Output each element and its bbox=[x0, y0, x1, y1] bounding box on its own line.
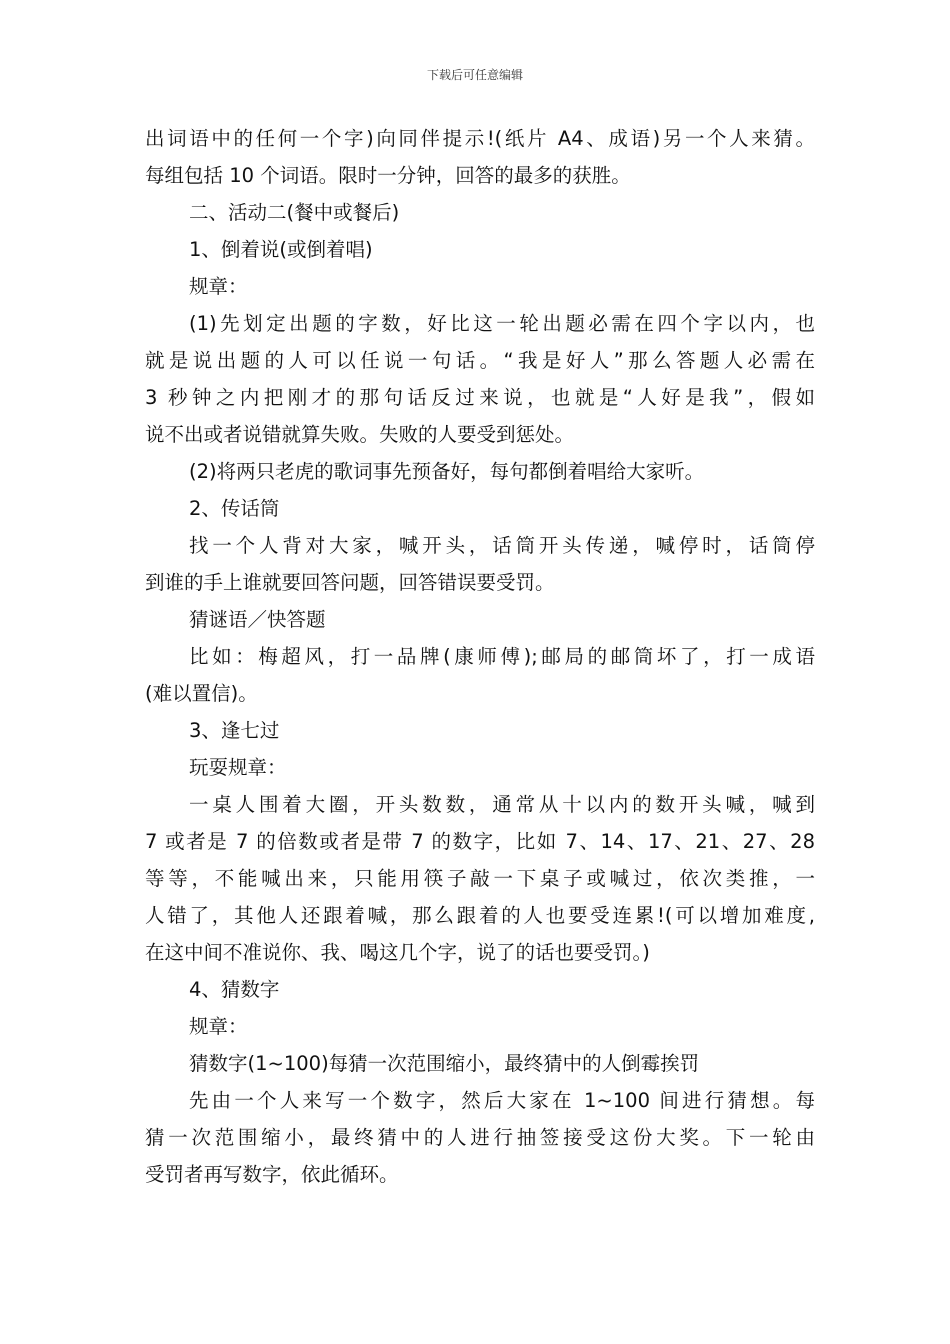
text-line: 规章： bbox=[189, 1015, 248, 1038]
text-line: 到谁的手上谁就要回答问题，回答错误要受罚。 bbox=[145, 571, 555, 594]
page-header: 下载后可任意编辑 bbox=[426, 68, 523, 82]
text-line: 出词语中的任何一个字)向同伴提示!(纸片 A4、成语)另一个人来猜。 bbox=[145, 127, 815, 150]
text-line: 在这中间不准说你、我、喝这几个字，说了的话也要受罚。) bbox=[145, 941, 650, 964]
text-line: (2)将两只老虎的歌词事先预备好，每句都倒着唱给大家听。 bbox=[189, 460, 705, 483]
text-line: 每组包括 10 个词语。限时一分钟，回答的最多的获胜。 bbox=[145, 164, 631, 187]
document-body bbox=[145, 120, 815, 1193]
item-heading: 2、传话筒 bbox=[189, 497, 280, 520]
item-heading: 猜谜语／快答题 bbox=[189, 608, 326, 631]
text-line: 找一个人背对大家，喊开头，话筒开头传递，喊停时，话筒停 bbox=[189, 534, 815, 557]
text-line: (1)先划定出题的字数，好比这一轮出题必需在四个字以内，也 bbox=[189, 312, 815, 335]
text-line: 玩耍规章： bbox=[189, 756, 287, 779]
item-heading: 1、倒着说(或倒着唱) bbox=[189, 238, 373, 261]
text-line: 等等，不能喊出来，只能用筷子敲一下桌子或喊过，依次类推，一 bbox=[145, 867, 815, 890]
text-line: 3 秒钟之内把刚才的那句话反过来说，也就是“人好是我”，假如 bbox=[145, 386, 815, 409]
text-line: 就是说出题的人可以任说一句话。“我是好人”那么答题人必需在 bbox=[145, 349, 815, 372]
text-line: 猜数字(1~100)每猜一次范围缩小，最终猜中的人倒霉挨罚 bbox=[189, 1052, 700, 1075]
section-heading: 二、活动二(餐中或餐后) bbox=[189, 201, 400, 224]
text-line: 先由一个人来写一个数字，然后大家在 1~100 间进行猜想。每 bbox=[189, 1089, 815, 1112]
text-line: 人错了，其他人还跟着喊，那么跟着的人也要受连累!(可以增加难度, bbox=[145, 904, 815, 927]
text-line: 说不出或者说错就算失败。失败的人要受到惩处。 bbox=[145, 423, 575, 446]
text-line: 规章： bbox=[189, 275, 248, 298]
text-line: 一桌人围着大圈，开头数数，通常从十以内的数开头喊，喊到 bbox=[189, 793, 815, 816]
item-heading: 4、猜数字 bbox=[189, 978, 280, 1001]
text-line: 猜一次范围缩小，最终猜中的人进行抽签接受这份大奖。下一轮由 bbox=[145, 1126, 815, 1149]
text-line: (难以置信)。 bbox=[145, 682, 258, 705]
text-line: 比如：梅超风，打一品牌(康师傅);邮局的邮筒坏了，打一成语 bbox=[189, 645, 815, 668]
text-line: 7 或者是 7 的倍数或者是带 7 的数字，比如 7、14、17、21、27、28 bbox=[145, 830, 815, 853]
text-line: 受罚者再写数字，依此循环。 bbox=[145, 1163, 399, 1186]
item-heading: 3、逢七过 bbox=[189, 719, 280, 742]
